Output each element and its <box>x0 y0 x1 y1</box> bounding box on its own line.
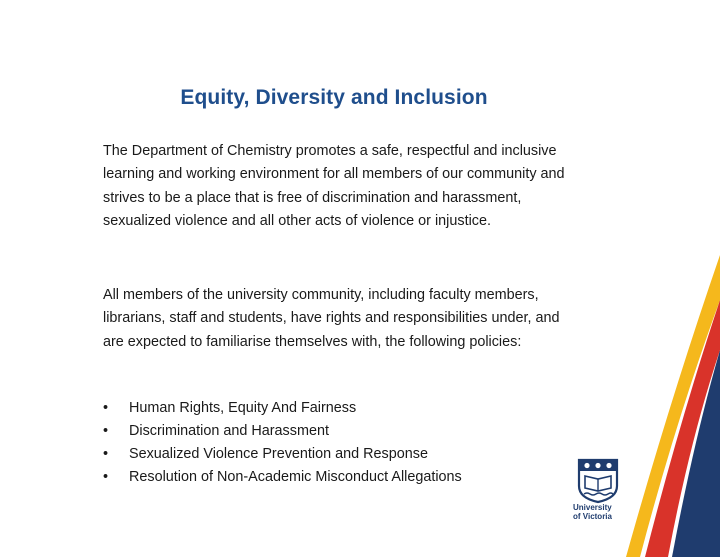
logo-line-1: University <box>573 503 612 512</box>
policy-label: Discrimination and Harassment <box>129 423 329 439</box>
policy-label: Sexualized Violence Prevention and Response <box>129 446 428 462</box>
policy-list <box>103 397 573 489</box>
policy-label: Human Rights, Equity And Fairness <box>129 400 357 416</box>
stripe-blue <box>672 350 720 557</box>
slide-title: Equity, Diversity and Inclusion <box>180 86 488 109</box>
stripe-red <box>645 300 720 557</box>
university-shield-icon <box>573 456 623 536</box>
university-logo-text <box>573 503 633 521</box>
intro-paragraph: The Department of Chemistry promotes a safe, respectful and inclusive learning and working environment for all members of our community and strives to be a place that is free of discrimination and harassment, sexualized violence and all other acts of violence or injustice. <box>103 143 565 230</box>
policies-paragraph: All members of the university community, including faculty members, librarians, staff and students, have rights and responsibilities under, and are expected to familiarise themselves with, the following policies: <box>103 287 560 350</box>
policy-item <box>103 443 573 466</box>
policy-item <box>103 466 573 489</box>
policy-label: Resolution of Non-Academic Misconduct Allegations <box>129 469 462 485</box>
bullet-icon: • <box>103 469 109 485</box>
stripe-yellow <box>626 255 720 557</box>
policy-item <box>103 420 573 443</box>
logo-line-2: of Victoria <box>573 512 612 521</box>
policy-item <box>103 397 573 420</box>
bullet-icon: • <box>103 446 109 462</box>
bullet-icon: • <box>103 400 109 416</box>
bullet-icon: • <box>103 423 109 439</box>
